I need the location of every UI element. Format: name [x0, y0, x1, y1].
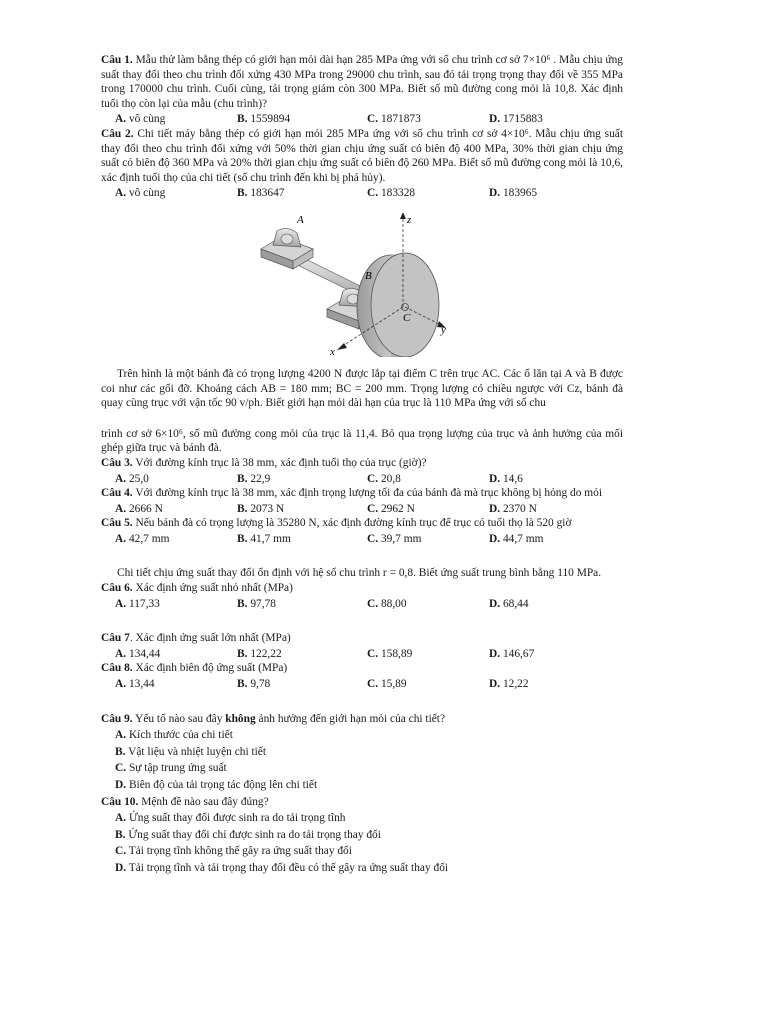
question-text: Nếu bánh đà có trọng lượng là 35280 N, xác định đường kính trục để trục có tuổi thọ là 520 giờ — [135, 517, 572, 530]
question-text: Với đường kính trục là 38 mm, xác định tuổi thọ của trục (giờ)? — [135, 456, 427, 469]
option-d — [489, 472, 611, 487]
question-4 — [101, 486, 623, 501]
option-key: C. — [367, 502, 379, 515]
option-value: 97,78 — [250, 597, 276, 610]
option-d — [115, 778, 623, 793]
question-8 — [101, 661, 623, 676]
option-b — [237, 186, 367, 201]
option-value: 134,44 — [128, 647, 161, 660]
option-value: 2666 N — [128, 502, 163, 515]
option-key: A. — [115, 597, 127, 610]
question-label: Câu 4. — [101, 487, 133, 500]
option-key: C. — [367, 532, 379, 545]
option-value: Biên độ của tải trọng tác động lên chi tiết — [128, 779, 318, 791]
option-value: 25,0 — [128, 472, 149, 485]
option-b — [237, 677, 367, 692]
option-c — [367, 472, 489, 487]
option-d — [489, 186, 611, 201]
question-7 — [101, 631, 623, 646]
question-label: Câu 3. — [101, 456, 133, 469]
option-key: D. — [489, 472, 501, 485]
question-text: Mệnh đề nào sau đây đúng? — [141, 795, 269, 808]
option-value: vô cùng — [128, 113, 166, 126]
label-b: B — [365, 269, 372, 282]
context-paragraph: Trên hình là một bánh đà có trọng lượng 4200 N được lắp tại điểm C trên trục AC. Các ổ lăn tại A và B được coi như các gối đỡ. Khoảng cách AB = 180 mm; BC = 200 mm. Trọng lượng có chiều ngược với Cz, bánh đà quay cùng trục với vận tốc 90 v/ph. Biết giới hạn mỏi dài hạn của trục là 110 MPa ứng với số chu — [101, 367, 623, 410]
option-key: B. — [237, 502, 248, 515]
option-key: C. — [367, 187, 379, 200]
option-value: 146,67 — [502, 647, 535, 660]
question-label: Câu 1. — [101, 54, 133, 66]
question-text: Với đường kính trục là 38 mm, xác định trọng lượng tối đa của bánh đà mà trục không bị hỏng do mỏi — [135, 487, 602, 500]
option-key: B. — [237, 472, 248, 485]
question-text: Yếu tố nào sau đây — [135, 712, 223, 725]
answer-options — [115, 677, 623, 692]
option-key: A. — [115, 532, 127, 545]
question-label: Câu 6. — [101, 582, 133, 595]
option-b — [237, 597, 367, 612]
option-key: C. — [367, 678, 379, 691]
option-key: B. — [237, 187, 248, 200]
option-key: A. — [115, 729, 127, 742]
option-value: 42,7 mm — [128, 532, 170, 545]
option-key: C. — [367, 113, 379, 126]
label-z: z — [407, 213, 412, 226]
option-key: D. — [489, 647, 501, 660]
option-b — [115, 828, 623, 843]
question-5 — [101, 516, 623, 531]
option-c — [367, 677, 489, 692]
option-value: Ứng suất thay đổi được sinh ra do tải trọng tĩnh — [128, 812, 346, 825]
question-emphasis: không — [225, 712, 256, 725]
question-label: Câu 9. — [101, 712, 133, 725]
option-value: 183647 — [250, 187, 285, 200]
option-value: 12,22 — [502, 678, 529, 691]
label-a: A — [297, 213, 304, 226]
option-value: 2073 N — [250, 502, 285, 515]
option-d — [115, 861, 623, 876]
option-key: D. — [489, 502, 501, 515]
option-key: B. — [237, 532, 248, 545]
question-1 — [101, 53, 623, 111]
option-c — [367, 597, 489, 612]
option-value: 183965 — [502, 187, 538, 200]
option-d — [489, 647, 611, 662]
question-label: Câu 2. — [101, 127, 134, 140]
option-a — [115, 811, 623, 826]
option-b — [237, 502, 367, 517]
option-a — [115, 112, 237, 127]
option-c — [367, 532, 489, 547]
option-a — [115, 728, 623, 743]
option-a — [115, 532, 237, 547]
option-key: D. — [489, 187, 501, 200]
question-label: Câu 10. — [101, 795, 139, 808]
option-a — [115, 647, 237, 662]
option-key: D. — [489, 678, 501, 691]
answer-options — [115, 597, 623, 612]
option-value: 117,33 — [128, 597, 160, 610]
option-b — [237, 472, 367, 487]
flywheel-shaft-figure — [101, 213, 623, 357]
option-a — [115, 597, 237, 612]
question-9 — [101, 712, 623, 727]
answer-options — [115, 502, 623, 517]
question-10 — [101, 795, 623, 810]
question-text: Mẫu thử làm bằng thép có giới hạn mỏi dài hạn 285 MPa ứng với số chu trình cơ sở 7×10⁶ . Mẫu chịu ứng suất thay đổi theo chu trình đối xứng 430 MPa trong 29000 chu trình, sau đó tải trọng trọng thay đổi về 355 MPa trong 170000 chu trình. Cuối cùng, tải trọng giảm còn 300 MPa. Biết số mũ đường cong mỏi là 10,8. Xác định tuổi thọ còn lại của mẫu (chu trình)? — [101, 54, 623, 110]
option-c — [115, 761, 623, 776]
option-key: B. — [237, 678, 248, 691]
question-text: Xác định ứng suất nhỏ nhất (MPa) — [135, 582, 293, 595]
context-paragraph-continued: trình cơ sở 6×10⁶, số mũ đường cong mỏi của trục là 11,4. Bỏ qua trọng lượng của trục và ảnh hưởng của mối ghép giữa trục và bánh đà. — [101, 427, 623, 455]
option-key: A. — [115, 812, 127, 825]
question-text-end: ảnh hưởng đến giới hạn mỏi của chi tiết? — [258, 712, 446, 725]
option-key: A. — [115, 647, 127, 660]
option-value: Vật liệu và nhiệt luyện chi tiết — [128, 745, 267, 758]
answer-options — [115, 532, 623, 547]
option-c — [115, 844, 623, 859]
option-c — [367, 647, 489, 662]
option-key: A. — [115, 472, 127, 485]
option-value: 122,22 — [250, 647, 282, 660]
option-value: 68,44 — [502, 597, 529, 610]
option-value: 13,44 — [128, 678, 155, 691]
option-value: 2962 N — [380, 502, 415, 515]
context-paragraph-2: Chi tiết chịu ứng suất thay đổi ổn định với hệ số chu trình r = 0,8. Biết ứng suất trung bình bằng 110 MPa. — [117, 567, 602, 580]
option-key: C. — [115, 762, 127, 775]
option-key: A. — [115, 678, 127, 691]
option-a — [115, 677, 237, 692]
flywheel — [357, 253, 439, 357]
flywheel-diagram — [101, 213, 623, 357]
option-value: 1715883 — [502, 113, 543, 126]
option-d — [489, 677, 611, 692]
option-value: 14,6 — [502, 472, 523, 485]
answer-options — [115, 472, 623, 487]
option-c — [367, 186, 489, 201]
answer-options — [115, 647, 623, 662]
option-d — [489, 112, 611, 127]
option-key: A. — [115, 502, 127, 515]
option-value: 39,7 mm — [380, 532, 422, 545]
option-key: D. — [489, 597, 501, 610]
option-b — [237, 647, 367, 662]
option-d — [489, 502, 611, 517]
option-key: B. — [115, 745, 126, 758]
option-key: B. — [237, 647, 248, 660]
option-d — [489, 597, 611, 612]
question-6 — [101, 581, 623, 596]
question-3 — [101, 456, 623, 471]
option-key: D. — [489, 113, 501, 126]
option-value: 44,7 mm — [502, 532, 544, 545]
option-key: B. — [237, 113, 248, 126]
option-key: C. — [367, 597, 379, 610]
question-label: Câu 8. — [101, 662, 133, 675]
question-text: Chi tiết máy bằng thép có giới hạn mỏi 285 MPa ứng với số chu trình cơ sở 4×10⁶. Mẫu chịu ứng suất thay đổi theo chu trình đối xứng với 50% thời gian chịu ứng suất có biên độ 400 MPa, 30% thời gian chịu ứng suất có biên độ 360 MPa và 20% thời gian chịu ứng suất có biên độ 260 MPa. Biết số mũ đường cong mỏi là 10,6, xác định tuổi thọ của chi tiết (số chu trình đến khi bị phá hủy). — [101, 127, 623, 184]
option-key: C. — [367, 472, 379, 485]
option-value: 20,8 — [380, 472, 401, 485]
option-value: 9,78 — [250, 678, 271, 691]
option-key: D. — [489, 532, 501, 545]
option-value: 88,00 — [380, 597, 407, 610]
label-c: C — [403, 311, 411, 324]
option-key: B. — [115, 828, 126, 841]
option-key: D. — [115, 779, 127, 791]
exam-page — [101, 53, 623, 878]
option-b — [237, 112, 367, 127]
label-x: x — [330, 345, 335, 357]
option-key: D. — [115, 861, 127, 874]
option-value: 158,89 — [380, 647, 413, 660]
question-2 — [101, 127, 623, 185]
option-c — [367, 112, 489, 127]
option-value: vô cùng — [128, 187, 166, 200]
option-value: 15,89 — [380, 678, 407, 691]
option-c — [367, 502, 489, 517]
option-key: B. — [237, 597, 248, 610]
question-label: Câu 7 — [101, 632, 130, 645]
option-value: Ứng suất thay đổi chỉ được sinh ra do tải trọng thay đổi — [128, 828, 381, 841]
option-value: Kích thước của chi tiết — [128, 729, 233, 742]
option-a — [115, 502, 237, 517]
option-b — [237, 532, 367, 547]
question-text: . Xác định ứng suất lớn nhất (MPa) — [129, 632, 291, 645]
option-value: Tải trọng tĩnh không thể gây ra ứng suất thay đổi — [128, 845, 352, 858]
answer-options — [115, 112, 623, 127]
answer-options — [115, 186, 623, 201]
option-key: A. — [115, 187, 127, 200]
option-value: Tải trọng tĩnh và tải trọng thay đổi đều có thể gây ra ứng suất thay đổi — [128, 861, 449, 874]
option-d — [489, 532, 611, 547]
option-value: 1559894 — [250, 113, 291, 126]
option-key: C. — [367, 647, 379, 660]
option-value: Sự tập trung ứng suất — [128, 762, 227, 775]
option-value: 41,7 mm — [250, 532, 291, 545]
option-value: 22,9 — [250, 472, 271, 485]
option-key: C. — [115, 845, 127, 858]
option-a — [115, 472, 237, 487]
option-value: 2370 N — [502, 502, 537, 515]
question-text: Xác định biên độ ứng suất (MPa) — [135, 662, 288, 675]
option-key: A. — [115, 113, 127, 126]
option-value: 183328 — [380, 187, 416, 200]
option-b — [115, 745, 623, 760]
option-a — [115, 186, 237, 201]
label-y: y — [441, 323, 446, 336]
question-label: Câu 5. — [101, 517, 133, 530]
option-value: 1871873 — [380, 113, 421, 126]
